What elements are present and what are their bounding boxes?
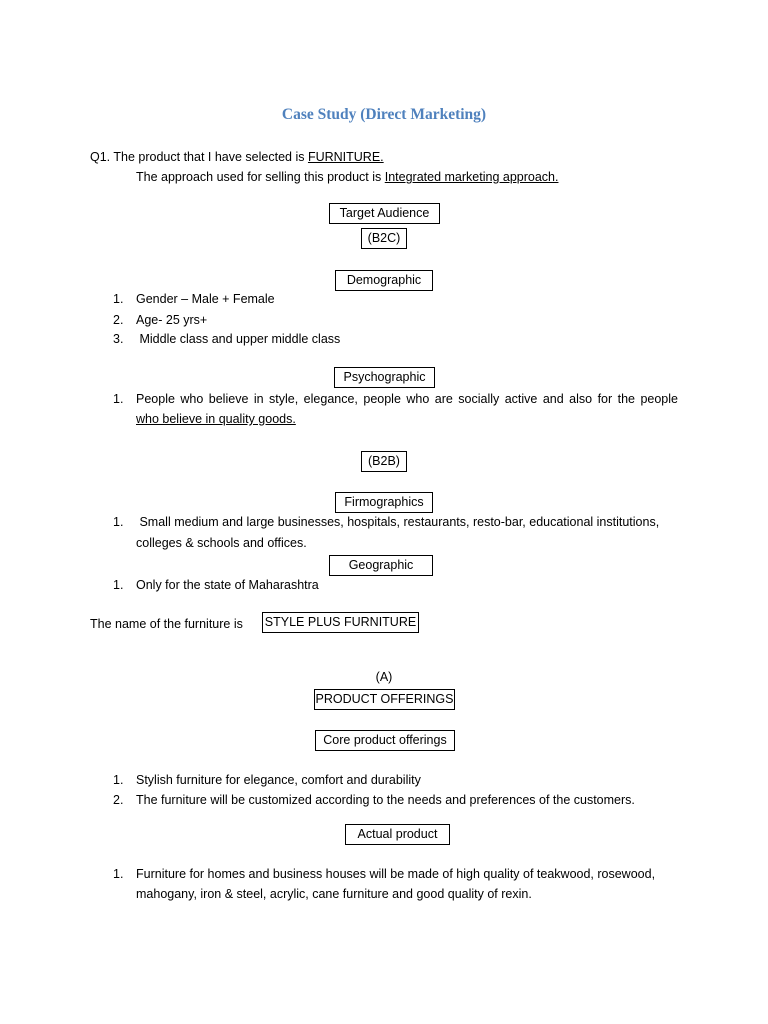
core-item-2-number: 2.: [113, 793, 124, 807]
psychographic-item-1-line-1: People who believe in style, elegance, people who are socially active and also for the people: [136, 392, 678, 406]
demographic-item-3-number: 3.: [113, 332, 124, 346]
core-product-offerings-box: Core product offerings: [315, 730, 455, 751]
demographic-box: Demographic: [335, 270, 433, 291]
geographic-item-1-number: 1.: [113, 578, 124, 592]
demographic-item-1: Gender – Male + Female: [136, 292, 275, 306]
firmographics-box: Firmographics: [335, 492, 433, 513]
psychographic-item-1-number: 1.: [113, 392, 124, 406]
core-item-2: The furniture will be customized according to the needs and preferences of the customers.: [136, 793, 635, 807]
demographic-item-2-number: 2.: [113, 313, 124, 327]
b2c-box: (B2C): [361, 228, 407, 249]
demographic-item-3: Middle class and upper middle class: [136, 332, 341, 346]
q1-line-1: [90, 150, 384, 165]
geographic-box: Geographic: [329, 555, 433, 576]
core-item-1-number: 1.: [113, 773, 124, 787]
q1-line-2: [136, 170, 558, 185]
section-a-label: (A): [375, 670, 393, 684]
actual-item-1-line-2: mahogany, iron & steel, acrylic, cane furniture and good quality of rexin.: [136, 887, 532, 901]
q1-line-2-text: The approach used for selling this product is: [136, 170, 385, 184]
firmographics-item-1-line-2: colleges & schools and offices.: [136, 536, 307, 550]
psychographic-item-1-line-2: who believe in quality goods.: [136, 412, 296, 426]
furniture-name-label: The name of the furniture is: [90, 617, 243, 631]
core-item-1: Stylish furniture for elegance, comfort and durability: [136, 773, 421, 787]
demographic-item-1-number: 1.: [113, 292, 124, 306]
geographic-item-1: Only for the state of Maharashtra: [136, 578, 319, 592]
firmographics-item-1-number: 1.: [113, 515, 124, 529]
b2b-box: (B2B): [361, 451, 407, 472]
q1-product: FURNITURE.: [307, 150, 384, 164]
product-offerings-box: PRODUCT OFFERINGS: [314, 689, 455, 710]
target-audience-box: Target Audience: [329, 203, 440, 224]
actual-item-1-line-1: Furniture for homes and business houses will be made of high quality of teakwood, rosewood,: [136, 867, 656, 881]
actual-product-box: Actual product: [345, 824, 450, 845]
q1-approach: Integrated marketing approach.: [384, 170, 559, 184]
page-title: Case Study (Direct Marketing): [281, 106, 487, 123]
q1-line-1-text: Q1. The product that I have selected is: [90, 150, 308, 164]
psychographic-box: Psychographic: [334, 367, 435, 388]
furniture-name-box: STYLE PLUS FURNITURE: [262, 612, 419, 633]
actual-item-1-number: 1.: [113, 867, 124, 881]
firmographics-item-1-line-1: Small medium and large businesses, hospitals, restaurants, resto-bar, educational institutions,: [136, 515, 660, 529]
demographic-item-2: Age- 25 yrs+: [136, 313, 208, 327]
